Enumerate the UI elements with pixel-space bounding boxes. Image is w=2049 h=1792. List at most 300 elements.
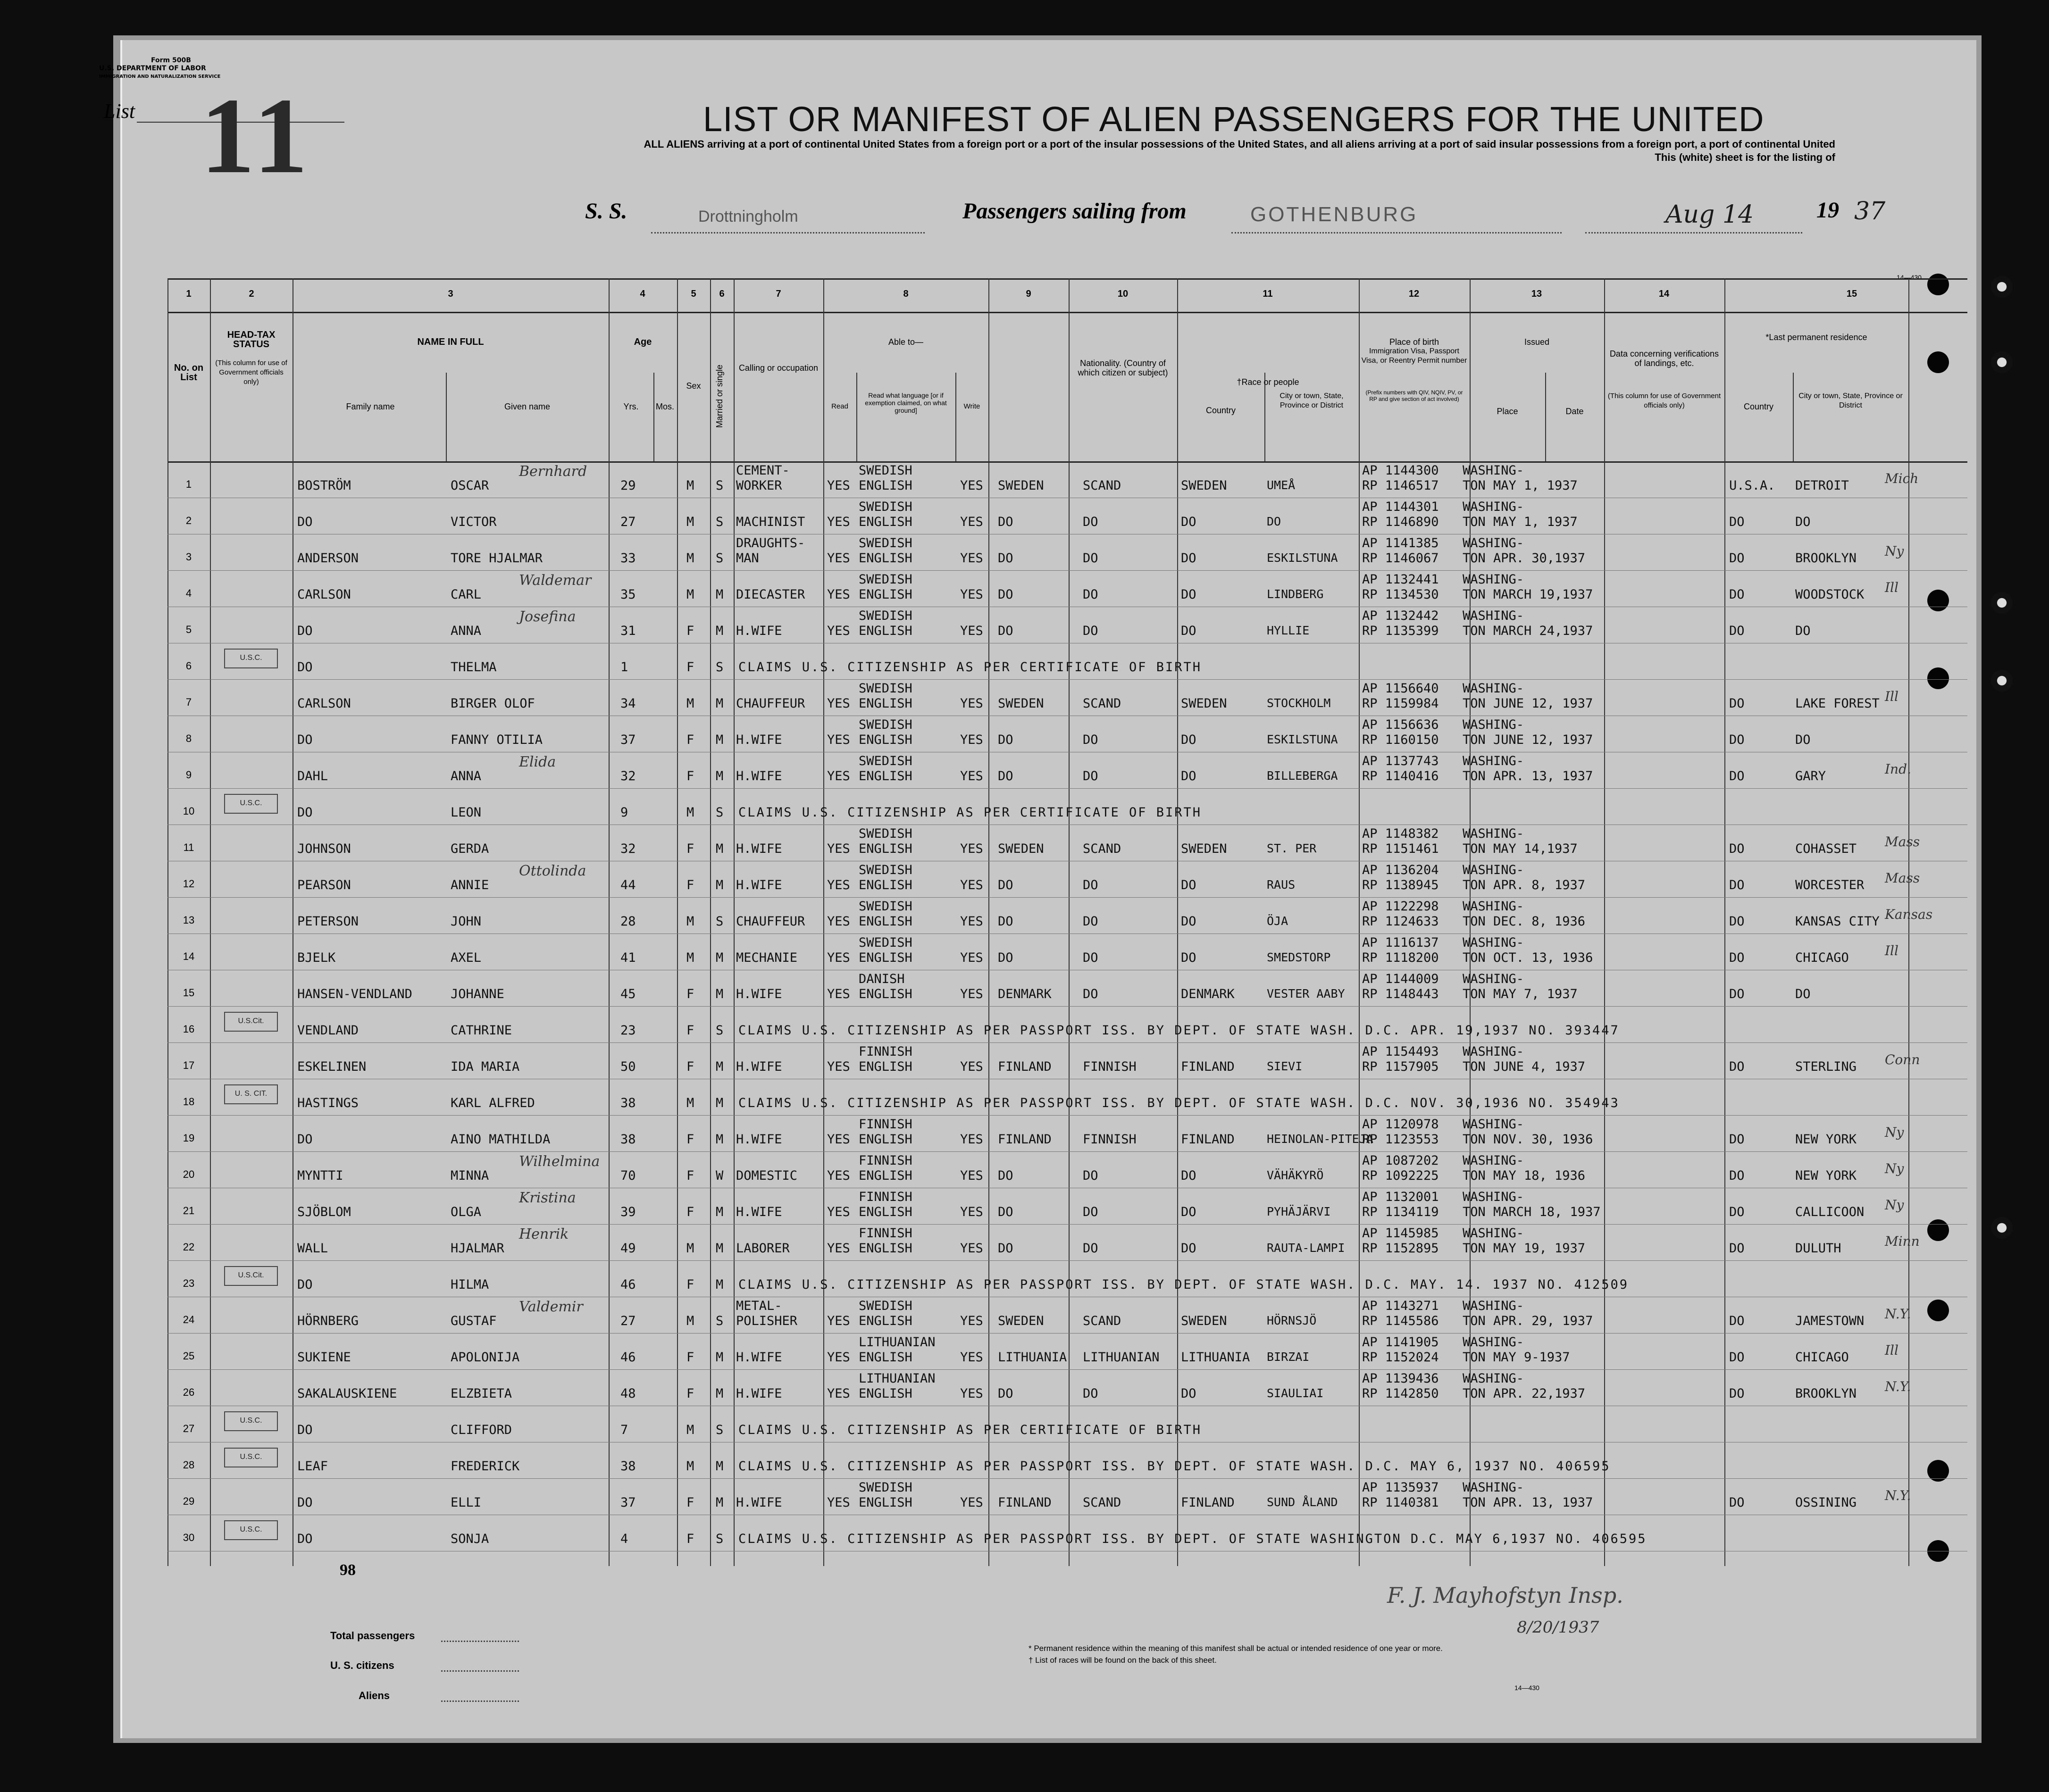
- visa-number: AP 1144300: [1362, 463, 1439, 478]
- read-language: FINNISH: [859, 1153, 912, 1168]
- age-years: 23: [620, 1023, 636, 1038]
- family-name: BOSTRÖM: [297, 478, 351, 493]
- table-row: [167, 1515, 1967, 1551]
- column-divider: [1793, 373, 1794, 461]
- issued-place: WASHING-: [1463, 754, 1524, 768]
- residence-country: DO: [1729, 1386, 1745, 1401]
- given-name: JOHN: [451, 914, 482, 929]
- issued-date: JUNE 12, 1937: [1493, 696, 1593, 711]
- birth-city: ESKILSTUNA: [1267, 733, 1338, 746]
- row-number: 1: [185, 478, 192, 490]
- table-row: [167, 788, 1967, 825]
- row-number: 8: [185, 733, 192, 744]
- row-number: 29: [183, 1495, 195, 1507]
- residence-city: DO: [1795, 624, 1811, 638]
- family-name: SJÖBLOM: [297, 1205, 351, 1219]
- race: DO: [1083, 1168, 1098, 1183]
- birth-city: UMEÅ: [1267, 478, 1296, 492]
- row-number: 12: [183, 878, 195, 890]
- given-name: CATHRINE: [451, 1023, 512, 1038]
- row-number: 24: [183, 1314, 195, 1325]
- list-label: List: [104, 100, 135, 123]
- read-language: SWEDISH: [859, 608, 912, 623]
- date-dotline: [1585, 232, 1802, 233]
- visa-number: AP 1156636: [1362, 717, 1439, 732]
- given-name-handwritten: Valdemir: [519, 1299, 583, 1315]
- race: DO: [1083, 515, 1098, 529]
- residence-city: DO: [1795, 515, 1811, 529]
- given-name: GERDA: [451, 842, 489, 856]
- given-name: THELMA: [451, 660, 497, 675]
- table-row: [167, 1224, 1967, 1261]
- given-name: AINO MATHILDA: [451, 1132, 551, 1147]
- can-read: YES: [827, 1386, 850, 1401]
- table-row: [167, 461, 1967, 498]
- marital-status: S: [716, 805, 724, 820]
- family-name: DO: [297, 1423, 313, 1437]
- list-number: 11: [201, 75, 313, 196]
- can-read: YES: [827, 478, 850, 493]
- table-row: [167, 825, 1967, 861]
- head-tax-stamp: U. S. CIT.: [224, 1084, 278, 1104]
- given-name: OSCAR: [451, 478, 489, 493]
- issued-place-line-2: TON: [1463, 1205, 1486, 1219]
- race: DO: [1083, 914, 1098, 929]
- residence-city: OSSINING: [1795, 1495, 1857, 1510]
- sex: M: [686, 1096, 694, 1110]
- family-name: DO: [297, 515, 313, 529]
- sex: M: [686, 950, 694, 965]
- can-read: YES: [827, 769, 850, 783]
- issued-date: MAY 7, 1937: [1493, 987, 1578, 1001]
- issued-place-line-2: TON: [1463, 1350, 1486, 1365]
- visa-number: AP 1154493: [1362, 1044, 1439, 1059]
- sex: F: [686, 660, 694, 675]
- header-write: Write: [963, 402, 980, 410]
- read-language-2: ENGLISH: [859, 769, 912, 783]
- head-tax-stamp: U.S.Cit.: [224, 1012, 278, 1032]
- header-read: Read: [831, 402, 848, 410]
- race: DO: [1083, 769, 1098, 783]
- given-name: MINNA: [451, 1168, 489, 1183]
- port-name: GOTHENBURG: [1250, 203, 1418, 226]
- header-verification-note: (This column for use of Government officials only): [1607, 392, 1721, 409]
- table-row: [167, 970, 1967, 1007]
- issued-place: WASHING-: [1463, 1153, 1524, 1168]
- birth-city: VESTER AABY: [1267, 987, 1345, 1000]
- issued-place-line-2: TON: [1463, 1059, 1486, 1074]
- read-language-2: ENGLISH: [859, 878, 912, 892]
- nationality: DO: [998, 551, 1013, 566]
- column-header-row: [167, 310, 1967, 463]
- marital-status: M: [716, 733, 724, 747]
- age-years: 32: [620, 769, 636, 783]
- nationality: DO: [998, 1386, 1013, 1401]
- reentry-permit-number: RP 1146890: [1362, 515, 1439, 529]
- sex: F: [686, 987, 694, 1001]
- residence-city: LAKE FOREST: [1795, 696, 1880, 711]
- age-years: 28: [620, 914, 636, 929]
- given-name-handwritten: Josefina: [519, 608, 576, 625]
- read-language-2: ENGLISH: [859, 696, 912, 711]
- occupation: H.WIFE: [736, 769, 782, 783]
- header-no-on-list: No. on List: [174, 363, 204, 383]
- header-race: †Race or people: [1237, 377, 1299, 387]
- residence-country: DO: [1729, 1168, 1745, 1183]
- read-language: SWEDISH: [859, 1480, 912, 1495]
- can-read: YES: [827, 551, 850, 566]
- age-years: 38: [620, 1096, 636, 1110]
- nationality: DO: [998, 515, 1013, 529]
- head-tax-stamp: U.S.C.: [224, 1448, 278, 1467]
- birth-city: RAUTA-LAMPI: [1267, 1241, 1345, 1255]
- visa-number: AP 1136204: [1362, 863, 1439, 877]
- issued-date: MARCH 19,1937: [1493, 587, 1593, 602]
- can-write: YES: [960, 914, 983, 929]
- family-name: HANSEN-VENDLAND: [297, 987, 412, 1001]
- race: SCAND: [1083, 1314, 1121, 1328]
- header-given-name: Given name: [504, 402, 551, 411]
- can-read: YES: [827, 1168, 850, 1183]
- header-birth-country: Country: [1205, 406, 1236, 415]
- occupation: H.WIFE: [736, 733, 782, 747]
- family-name: PEARSON: [297, 878, 351, 892]
- issued-date: MAY 18, 1936: [1493, 1168, 1586, 1183]
- residence-country: DO: [1729, 733, 1745, 747]
- age-years: 29: [620, 478, 636, 493]
- marital-status: S: [716, 1314, 724, 1328]
- subtitle-line-1: ALL ALIENS arriving at a port of continental United States from a foreign port or a port of the insular possessions of the United States, and all aliens arriving at a port of said insular possessions from a foreign port, a port of continental United: [644, 138, 1835, 150]
- sex: M: [686, 805, 694, 820]
- family-name: DO: [297, 805, 313, 820]
- marital-status: S: [716, 1532, 724, 1546]
- marital-status: M: [716, 587, 724, 602]
- can-read: YES: [827, 624, 850, 638]
- given-name: TORE HJALMAR: [451, 551, 543, 566]
- row-number: 17: [183, 1059, 195, 1071]
- family-name: WALL: [297, 1241, 328, 1256]
- race: SCAND: [1083, 478, 1121, 493]
- race: DO: [1083, 624, 1098, 638]
- marital-status: M: [716, 696, 724, 711]
- residence-country: DO: [1729, 1241, 1745, 1256]
- issued-date: MARCH 24,1937: [1493, 624, 1593, 638]
- head-tax-stamp: U.S.Cit.: [224, 1266, 278, 1286]
- birth-country: DENMARK: [1181, 987, 1235, 1001]
- visa-number: AP 1137743: [1362, 754, 1439, 768]
- occupation: H.WIFE: [736, 842, 782, 856]
- residence-city: WORCESTER: [1795, 878, 1865, 892]
- birth-city: BIRZAI: [1267, 1350, 1310, 1364]
- row-number: 10: [183, 805, 195, 817]
- family-name: DAHL: [297, 769, 328, 783]
- family-name: LEAF: [297, 1459, 328, 1474]
- can-read: YES: [827, 1314, 850, 1328]
- header-birth-city: City or town, State, Province or District: [1280, 392, 1344, 409]
- nationality: DO: [998, 914, 1013, 929]
- marital-status: M: [716, 950, 724, 965]
- family-name: DO: [297, 1532, 313, 1546]
- can-write: YES: [960, 769, 983, 783]
- total-passengers-label: Total passengers: [330, 1630, 415, 1642]
- header-family-name: Family name: [346, 402, 395, 411]
- row-number: 3: [185, 551, 192, 563]
- issued-date: JUNE 12, 1937: [1493, 733, 1593, 747]
- sex: F: [686, 1532, 694, 1546]
- residence-city: DO: [1795, 987, 1811, 1001]
- sex: F: [686, 1132, 694, 1147]
- visa-number: AP 1143271: [1362, 1299, 1439, 1313]
- residence-city: WOODSTOCK: [1795, 587, 1865, 602]
- nationality: DO: [998, 769, 1013, 783]
- given-name-handwritten: Kristina: [519, 1190, 576, 1206]
- passenger-rows: [167, 461, 1967, 1551]
- residence-city: BROOKLYN: [1795, 551, 1857, 566]
- residence-state-handwritten: Ind.: [1885, 761, 1911, 777]
- citizenship-claim: CLAIMS U.S. CITIZENSHIP AS PER PASSPORT ISS. BY DEPT. OF STATE WASH. D.C. MAY 6, 1937 NO. 406595: [738, 1459, 1611, 1474]
- can-write: YES: [960, 1495, 983, 1510]
- table-row: [167, 1333, 1967, 1370]
- occupation: DIECASTER: [736, 587, 805, 602]
- reentry-permit-number: RP 1134530: [1362, 587, 1439, 602]
- issued-place-line-2: TON: [1463, 878, 1486, 892]
- read-language-2: ENGLISH: [859, 950, 912, 965]
- race: LITHUANIAN: [1083, 1350, 1160, 1365]
- issued-date: APR. 13, 1937: [1493, 1495, 1593, 1510]
- residence-country: DO: [1729, 1205, 1745, 1219]
- issued-date: MAY 9-1937: [1493, 1350, 1570, 1365]
- port-dotline: [1231, 232, 1562, 233]
- birth-city: ST. PER: [1267, 842, 1317, 855]
- residence-country: DO: [1729, 624, 1745, 638]
- header-occupation: Calling or occupation: [738, 363, 819, 373]
- age-years: 37: [620, 1495, 636, 1510]
- birth-country: DO: [1181, 587, 1196, 602]
- read-language: LITHUANIAN: [859, 1371, 936, 1386]
- column-number: 4: [640, 289, 645, 299]
- sex: M: [686, 1423, 694, 1437]
- birth-country: DO: [1181, 733, 1196, 747]
- family-name: PETERSON: [297, 914, 359, 929]
- given-name: HJALMAR: [451, 1241, 504, 1256]
- column-divider: [653, 373, 654, 461]
- can-write: YES: [960, 987, 983, 1001]
- issued-place-line-2: TON: [1463, 1386, 1486, 1401]
- occupation: CHAUFFEUR: [736, 696, 805, 711]
- column-number: 11: [1263, 289, 1273, 299]
- residence-state-handwritten: Ill: [1885, 580, 1898, 595]
- head-tax-stamp: U.S.C.: [224, 1520, 278, 1540]
- can-write: YES: [960, 1241, 983, 1256]
- occupation: H.WIFE: [736, 878, 782, 892]
- issued-place: WASHING-: [1463, 863, 1524, 877]
- row-number: 19: [183, 1132, 195, 1144]
- read-language: SWEDISH: [859, 572, 912, 587]
- residence-state-handwritten: Ny: [1885, 1161, 1904, 1176]
- visa-number: AP 1144009: [1362, 972, 1439, 986]
- sailing-label: Passengers sailing from: [962, 199, 1187, 224]
- read-language-2: ENGLISH: [859, 478, 912, 493]
- residence-country: DO: [1729, 1495, 1745, 1510]
- year-prefix: 19: [1816, 198, 1839, 223]
- residence-country: DO: [1729, 950, 1745, 965]
- family-name: CARLSON: [297, 696, 351, 711]
- header-age: Age: [634, 337, 652, 347]
- visa-number: AP 1120978: [1362, 1117, 1439, 1132]
- birth-country: FINLAND: [1181, 1495, 1235, 1510]
- signature-date: 8/20/1937: [1517, 1618, 1599, 1637]
- issued-date: JUNE 4, 1937: [1493, 1059, 1586, 1074]
- reentry-permit-number: RP 1152895: [1362, 1241, 1439, 1256]
- issued-place-line-2: TON: [1463, 842, 1486, 856]
- residence-state-handwritten: Ill: [1885, 689, 1898, 704]
- can-write: YES: [960, 878, 983, 892]
- birth-country: DO: [1181, 1205, 1196, 1219]
- column-number: 13: [1531, 289, 1542, 299]
- row-number: 14: [183, 950, 195, 962]
- occupation: H.WIFE: [736, 1386, 782, 1401]
- row-number: 18: [183, 1096, 195, 1108]
- marital-status: M: [716, 1350, 724, 1365]
- row-number: 30: [183, 1532, 195, 1543]
- year-suffix: 37: [1854, 197, 1886, 225]
- read-language: SWEDISH: [859, 863, 912, 877]
- occupation: H.WIFE: [736, 987, 782, 1001]
- row-number: 7: [185, 696, 192, 708]
- read-language: SWEDISH: [859, 463, 912, 478]
- birth-city: RAUS: [1267, 878, 1296, 892]
- sex: M: [686, 478, 694, 493]
- age-years: 27: [620, 1314, 636, 1328]
- can-read: YES: [827, 1241, 850, 1256]
- residence-state-handwritten: Minn: [1885, 1234, 1920, 1249]
- marital-status: W: [716, 1168, 724, 1183]
- ship-dotline: [651, 232, 925, 233]
- ss-label: S. S.: [585, 199, 627, 224]
- can-read: YES: [827, 587, 850, 602]
- nationality: FINLAND: [998, 1132, 1052, 1147]
- read-language-2: ENGLISH: [859, 1205, 912, 1219]
- given-name: ANNIE: [451, 878, 489, 892]
- citizenship-claim: CLAIMS U.S. CITIZENSHIP AS PER PASSPORT ISS. BY DEPT. OF STATE WASH. D.C. APR. 19,1937 NO. 393447: [738, 1023, 1620, 1038]
- read-language-2: ENGLISH: [859, 1386, 912, 1401]
- header-head-tax: HEAD-TAX STATUS: [227, 330, 276, 350]
- service: IMMIGRATION AND NATURALIZATION SERVICE: [99, 74, 221, 79]
- column-number-row: [167, 278, 1967, 313]
- us-citizens-label: U. S. citizens: [330, 1659, 394, 1671]
- occupation: CHAUFFEUR: [736, 914, 805, 929]
- issued-place: WASHING-: [1463, 826, 1524, 841]
- head-tax-stamp: U.S.C.: [224, 649, 278, 668]
- ship-name: Drottningholm: [698, 208, 798, 225]
- read-language-2: ENGLISH: [859, 1168, 912, 1183]
- row-number: 27: [183, 1423, 195, 1434]
- visa-number: AP 1144301: [1362, 500, 1439, 514]
- residence-country: DO: [1729, 987, 1745, 1001]
- occupation: LABORER: [736, 1241, 790, 1256]
- family-name: BJELK: [297, 950, 336, 965]
- residence-country: DO: [1729, 1314, 1745, 1328]
- occupation: H.WIFE: [736, 1132, 782, 1147]
- residence-city: STERLING: [1795, 1059, 1857, 1074]
- column-number: 5: [691, 289, 696, 299]
- marital-status: M: [716, 1386, 724, 1401]
- read-language: SWEDISH: [859, 500, 912, 514]
- birth-city: SIEVI: [1267, 1059, 1303, 1073]
- family-name: VENDLAND: [297, 1023, 359, 1038]
- binder-hole-icon: [1991, 1217, 2013, 1239]
- table-row: [167, 570, 1967, 607]
- footer-dotline: [441, 1641, 519, 1642]
- race: FINNISH: [1083, 1132, 1137, 1147]
- birth-country: DO: [1181, 878, 1196, 892]
- given-name: FANNY OTILIA: [451, 733, 543, 747]
- issued-place: WASHING-: [1463, 500, 1524, 514]
- header-residence-country: Country: [1743, 402, 1774, 411]
- family-name: CARLSON: [297, 587, 351, 602]
- nationality: DO: [998, 624, 1013, 638]
- residence-city: DETROIT: [1795, 478, 1849, 493]
- family-name: DO: [297, 1495, 313, 1510]
- marital-status: M: [716, 1277, 724, 1292]
- issued-place-line-2: TON: [1463, 950, 1486, 965]
- birth-city: ÖJA: [1267, 914, 1288, 928]
- age-years: 44: [620, 878, 636, 892]
- read-language-2: ENGLISH: [859, 842, 912, 856]
- age-years: 1: [620, 660, 628, 675]
- sex: F: [686, 769, 694, 783]
- can-read: YES: [827, 1059, 850, 1074]
- issued-place: WASHING-: [1463, 899, 1524, 914]
- reentry-permit-number: RP 1151461: [1362, 842, 1439, 856]
- sex: M: [686, 696, 694, 711]
- nationality: DO: [998, 1205, 1013, 1219]
- issued-place: WASHING-: [1463, 1117, 1524, 1132]
- read-language: FINNISH: [859, 1044, 912, 1059]
- residence-state-handwritten: Conn: [1885, 1052, 1920, 1067]
- aliens-label: Aliens: [359, 1690, 390, 1701]
- visa-number: AP 1132441: [1362, 572, 1439, 587]
- can-read: YES: [827, 878, 850, 892]
- marital-status: M: [716, 987, 724, 1001]
- read-language: SWEDISH: [859, 899, 912, 914]
- birth-country: SWEDEN: [1181, 478, 1227, 493]
- can-read: YES: [827, 987, 850, 1001]
- issued-date: APR. 13, 1937: [1493, 769, 1593, 783]
- residence-city: NEW YORK: [1795, 1132, 1857, 1147]
- residence-country: DO: [1729, 842, 1745, 856]
- issued-place-line-2: TON: [1463, 1495, 1486, 1510]
- age-years: 37: [620, 733, 636, 747]
- column-number: 3: [448, 289, 453, 299]
- age-years: 38: [620, 1459, 636, 1474]
- birth-country: FINLAND: [1181, 1059, 1235, 1074]
- can-write: YES: [960, 1132, 983, 1147]
- marital-status: M: [716, 769, 724, 783]
- nationality: DENMARK: [998, 987, 1052, 1001]
- read-language-2: ENGLISH: [859, 1350, 912, 1365]
- visa-number: AP 1145985: [1362, 1226, 1439, 1241]
- visa-number: AP 1122298: [1362, 899, 1439, 914]
- given-name: HILMA: [451, 1277, 489, 1292]
- subtitle-line-2: This (white) sheet is for the listing of: [1655, 151, 1835, 163]
- header-issued: Issued: [1524, 337, 1550, 347]
- age-years: 32: [620, 842, 636, 856]
- header-married-single: Married or single: [715, 364, 724, 428]
- can-read: YES: [827, 733, 850, 747]
- race: DO: [1083, 733, 1098, 747]
- issued-date: APR. 8, 1937: [1493, 878, 1586, 892]
